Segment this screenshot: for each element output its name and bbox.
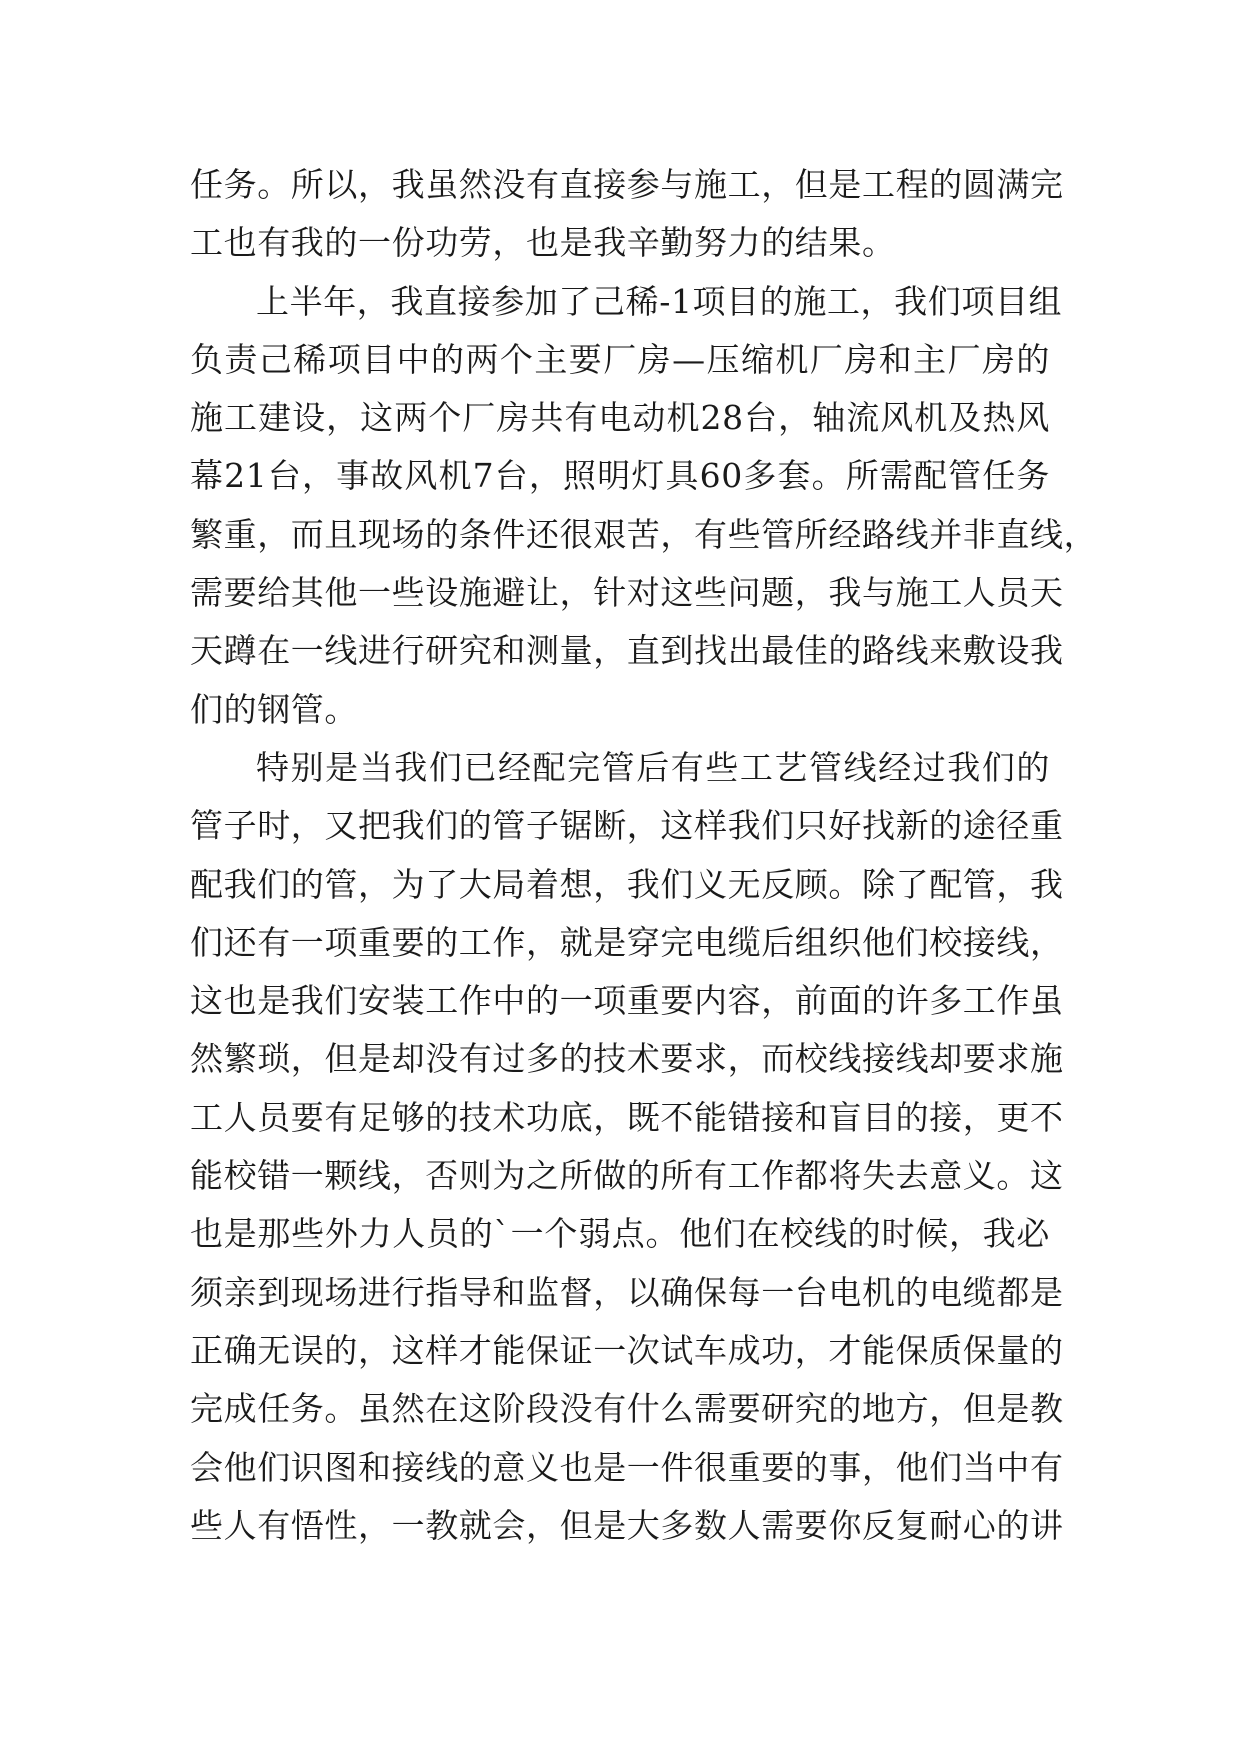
- text-line: 会他们识图和接线的意义也是一件很重要的事，他们当中有: [190, 1447, 1064, 1487]
- text-line: 繁重，而且现场的条件还很艰苦，有些管所经路线并非直线，: [190, 514, 1098, 554]
- text-line: 幕21台，事故风机7台，照明灯具60多套。所需配管任务: [190, 456, 1050, 496]
- text-line: 正确无误的，这样才能保证一次试车成功，才能保质保量的: [190, 1330, 1064, 1370]
- text-line: 施工建设，这两个厂房共有电动机28台，轴流风机及热风: [190, 398, 1050, 438]
- paragraph: [190, 156, 1064, 273]
- text-line: 任务。所以，我虽然没有直接参与施工，但是工程的圆满完: [190, 165, 1064, 204]
- text-line: 们还有一项重要的工作，就是穿完电缆后组织他们校接线，: [190, 922, 1064, 962]
- text-line: 上半年，我直接参加了己稀-1项目的施工，我们项目组: [256, 281, 1063, 321]
- text-line: 工人员要有足够的技术功底，既不能错接和盲目的接，更不: [190, 1097, 1064, 1137]
- text-line: 工也有我的一份功劳，也是我辛勤努力的结果。: [190, 223, 896, 263]
- paragraph: [190, 739, 1064, 1555]
- text-line: 需要给其他一些设施避让，针对这些问题，我与施工人员天: [190, 573, 1064, 613]
- paragraph: [190, 273, 1098, 739]
- text-line: 天蹲在一线进行研究和测量，直到找出最佳的路线来敷设我: [190, 631, 1064, 671]
- text-line: 些人有悟性，一教就会，但是大多数人需要你反复耐心的讲: [190, 1505, 1064, 1545]
- text-line: 这也是我们安装工作中的一项重要内容，前面的许多工作虽: [190, 981, 1064, 1021]
- text-line: 配我们的管，为了大局着想，我们义无反顾。除了配管，我: [190, 864, 1064, 904]
- text-line: 完成任务。虽然在这阶段没有什么需要研究的地方，但是教: [190, 1389, 1064, 1429]
- text-line: 们的钢管。: [190, 689, 358, 729]
- text-line: 须亲到现场进行指导和监督，以确保每一台电机的电缆都是: [190, 1272, 1064, 1312]
- text-line: 特别是当我们已经配完管后有些工艺管线经过我们的: [256, 747, 1050, 787]
- text-line: 管子时，又把我们的管子锯断，这样我们只好找新的途径重: [190, 806, 1064, 846]
- text-line: 负责己稀项目中的两个主要厂房—压缩机厂房和主厂房的: [190, 339, 1050, 379]
- document-body: [190, 156, 1098, 1555]
- text-line: 然繁琐，但是却没有过多的技术要求，而校线接线却要求施: [190, 1039, 1064, 1079]
- text-line: 能校错一颗线，否则为之所做的所有工作都将失去意义。这: [190, 1156, 1064, 1196]
- text-line: 也是那些外力人员的`一个弱点。他们在校线的时候，我必: [190, 1214, 1050, 1254]
